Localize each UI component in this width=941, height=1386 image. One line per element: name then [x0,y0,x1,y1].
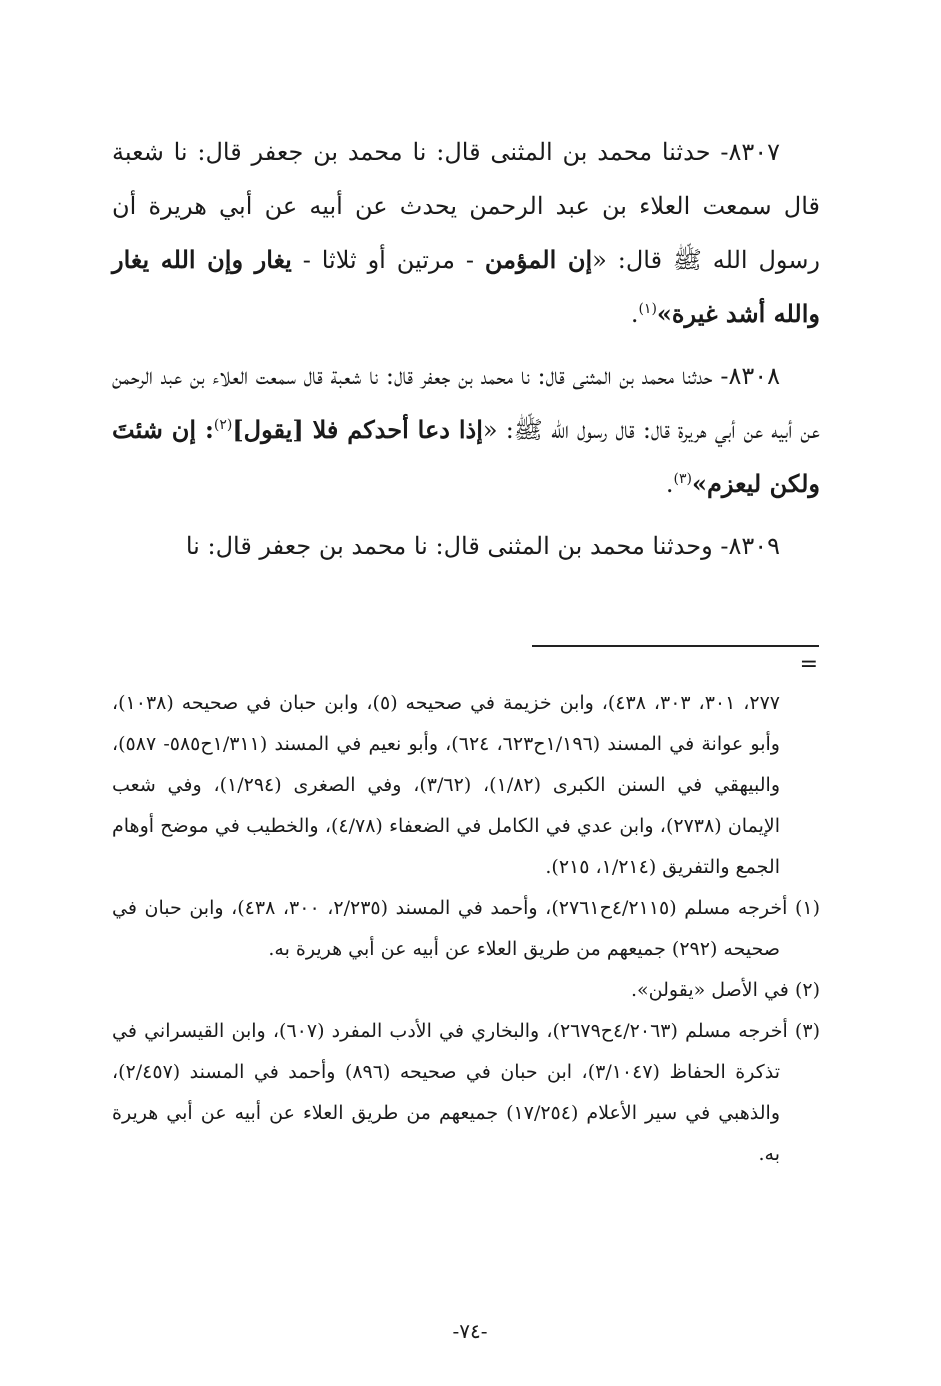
footnote-text: أخرجه مسلم (٤/٢١١٥ح٢٧٦١)، وأحمد في المسند (٢/٢٣٥، ٣٠٠، ٤٣٨)، وابن حبان في صحيحه (٢٩٢) جميعهم من طريق العلاء عن أبيه عن أبي هريرة به. [112,897,788,960]
footnote-marker: (١) [794,897,821,919]
hadith-matn: إذا دعا أحدكم فلا [يقول] [232,415,483,444]
hadith-matn: يغار وإن الله يغار والله أشد غيرة [112,245,820,328]
footnote-divider [532,645,819,647]
period: . [630,300,639,328]
footnote-3 [112,1011,820,1175]
footnote-text: أخرجه مسلم (٤/٢٠٦٣ح٢٦٧٩)، والبخاري في الأدب المفرد (٦٠٧)، وابن القيسراني في تذكرة الحفاظ (٣/١٠٤٧)، ابن حبان في صحيحه (٨٩٦) وأحمد في المسند (٢/٤٥٧)، والذهبي في سير الأعلام (١٧/٢٥٤) جميعهم من طريق العلاء عن أبيه عن أبي هريرة به. [112,1020,788,1165]
quote-close: » [656,299,672,328]
footnote-ref: (٢) [213,417,233,433]
footnote-2 [112,970,820,1011]
hadith-text: ٨٣٠٧- حدثنا محمد بن المثنى قال: نا محمد بن جعفر قال: نا شعبة قال سمعت العلاء بن عبد الرحمن يحدث عن أبيه عن أبي هريرة أن رسول الله ﷺ قال: « [112,138,821,274]
narrator-note: - مرتين أو ثلاثا - [291,246,485,274]
hadith-8308 [112,349,820,511]
hadith-8307 [112,125,820,341]
footnotes [112,683,820,1175]
hadith-matn: إن المؤمن [484,245,593,274]
hadith-text: ٨٣٠٩- وحدثنا محمد بن المثنى قال: نا محمد بن جعفر قال: نا [185,532,780,560]
hadith-matn: : إن شئتَ ولكن ليعزم [112,415,820,498]
footnote-ref: (٣) [673,471,692,487]
footnote-marker: (٢) [794,979,820,1001]
hadith-text: ٨٣٠٨- حدثنا محمد بن المثنى قال: نا محمد بن جعفر قال: نا شعبة قال سمعت العلاء بن عبد الرحمن عن أبيه عن أبي هريرة قال: قال رسول الله ﷺ: « [112,362,820,444]
footnote-continuation-mark: = [799,652,818,677]
page-number: -٧٤- [452,1319,488,1343]
footnote-1 [112,888,820,970]
footnote-marker: (٣) [794,1020,820,1042]
period: . [665,470,674,498]
main-text [112,125,820,581]
footnote-continuation: ٢٧٧، ٣٠١، ٣٠٣، ٤٣٨)، وابن خزيمة في صحيحه (٥)، وابن حبان في صحيحه (١٠٣٨)، وأبو عوانة في المسند (١/١٩٦ح٦٢٣، ٦٢٤)، وأبو نعيم في المسند (١/٣١١ح٥٨٥- ٥٨٧)، والبيهقي في السنن الكبرى (١/٨٢)، (٣/٦٢)، وفي الصغرى (١/٢٩٤)، وفي شعب الإيمان (٢٧٣٨)، وابن عدي في الكامل في الضعفاء (٤/٧٨)، والخطيب في موضح أوهام الجمع والتفريق (١/٢١٤، ٢١٥). [112,692,781,878]
footnote-ref: (١) [638,301,657,317]
footnote-text: في الأصل «يقولن». [630,979,789,1001]
hadith-8309 [112,519,820,573]
quote-close: » [691,469,707,498]
